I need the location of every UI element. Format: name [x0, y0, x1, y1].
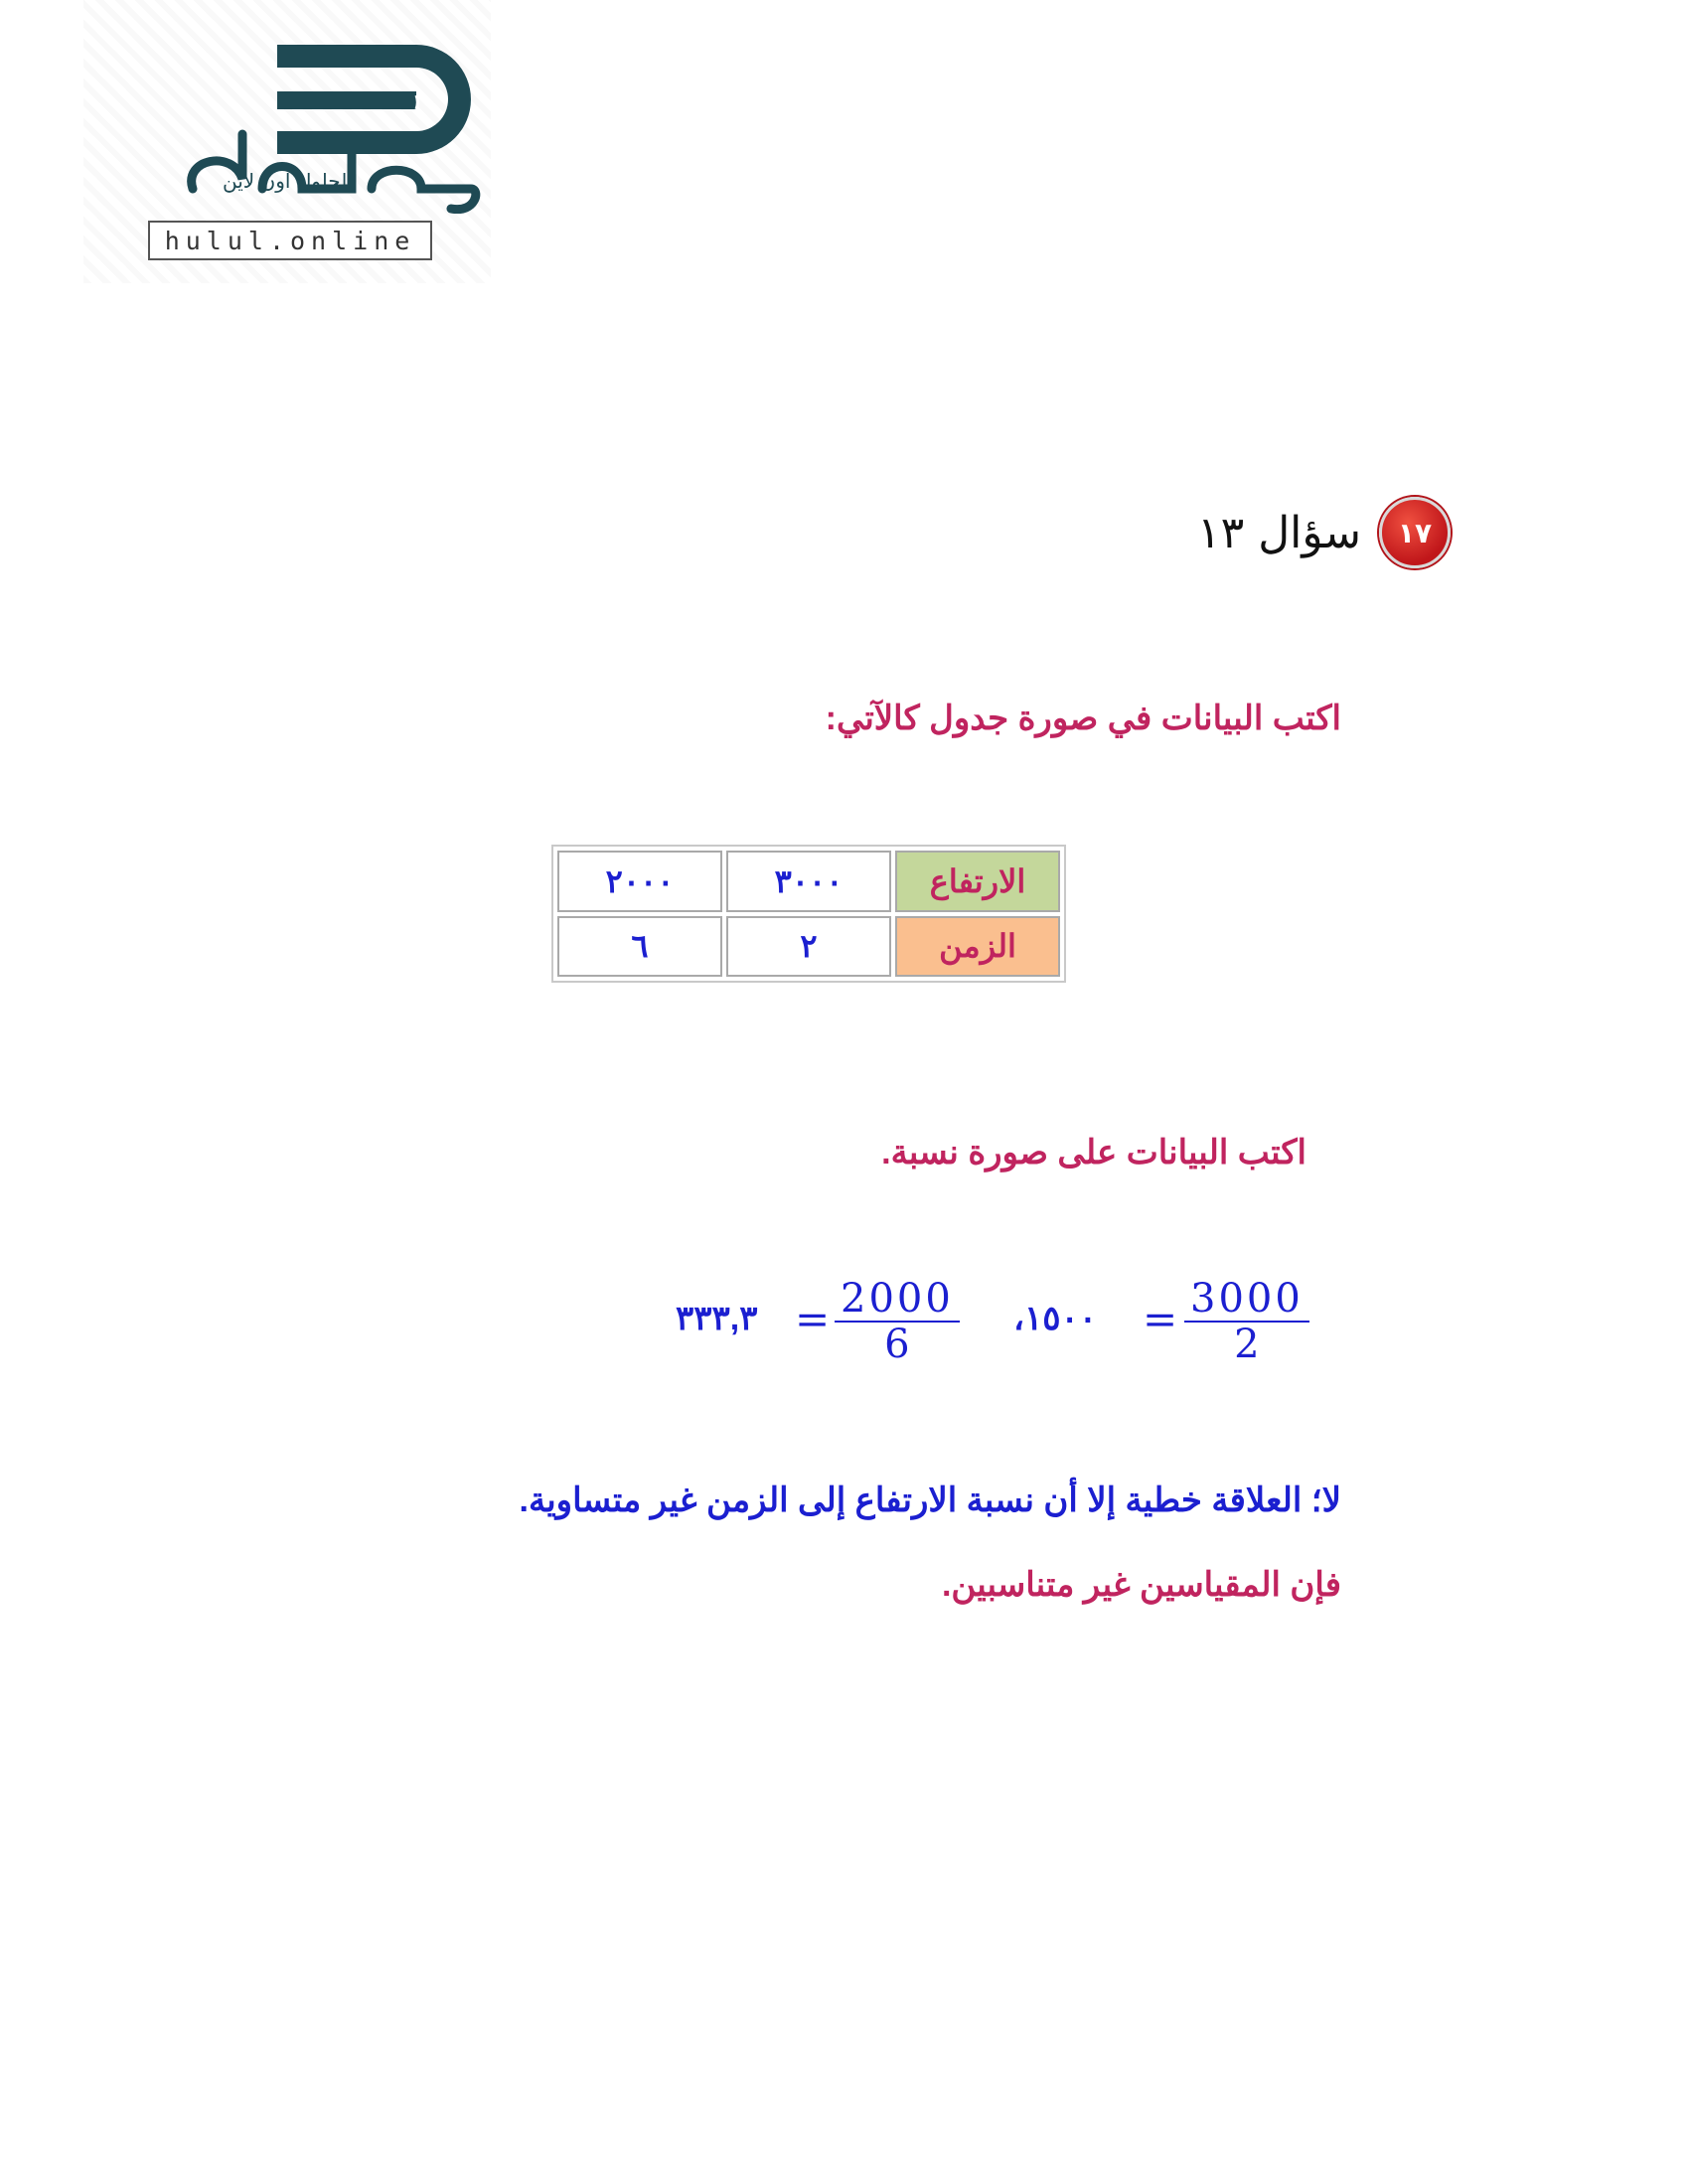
- conclusion-line: فإن المقياسين غير متناسبين.: [941, 1566, 1341, 1604]
- fraction-2: [835, 1277, 960, 1366]
- table-row-time: [557, 916, 1060, 978]
- fraction-1-denominator: 2: [1234, 1322, 1260, 1367]
- table-cell: ٣٠٠٠: [726, 851, 891, 912]
- equals-sign: =: [1143, 1295, 1178, 1343]
- answer-line: لا؛ العلاقة خطية إلا أن نسبة الارتفاع إلى الزمن غير متساوية.: [519, 1482, 1341, 1519]
- table-row-height: [557, 851, 1060, 912]
- data-table-container: [551, 845, 1066, 983]
- row-header-time: الزمن: [895, 916, 1060, 978]
- row-header-height: الارتفاع: [895, 851, 1060, 912]
- fraction-2-denominator: 6: [884, 1322, 910, 1367]
- ratio-1-result: ١٥٠٠،: [1013, 1300, 1098, 1337]
- fraction-2-numerator: 2000: [835, 1277, 960, 1323]
- equals-sign: =: [795, 1295, 831, 1343]
- ratio-formulas: [676, 1277, 1311, 1386]
- question-header: [1197, 497, 1451, 568]
- question-number-badge: ١٧: [1379, 497, 1451, 568]
- table-cell: ٢: [726, 916, 891, 978]
- table-instruction: اكتب البيانات في صورة جدول كالآتي:: [825, 700, 1341, 737]
- table-cell: ٦: [557, 916, 722, 978]
- data-table: [553, 847, 1064, 981]
- fraction-1: [1184, 1277, 1309, 1366]
- logo-domain-box: [148, 221, 432, 260]
- table-cell: ٢٠٠٠: [557, 851, 722, 912]
- site-logo: [83, 0, 491, 283]
- fraction-1-numerator: 3000: [1184, 1277, 1309, 1323]
- logo-tagline: الحلول اون لاين: [223, 169, 353, 193]
- ratio-2-result: ٣٣٣,٣: [676, 1300, 758, 1337]
- logo-domain: hulul.online: [164, 226, 416, 255]
- ratio-instruction: اكتب البيانات على صورة نسبة.: [881, 1134, 1306, 1171]
- question-title: سؤال ١٣: [1196, 507, 1361, 558]
